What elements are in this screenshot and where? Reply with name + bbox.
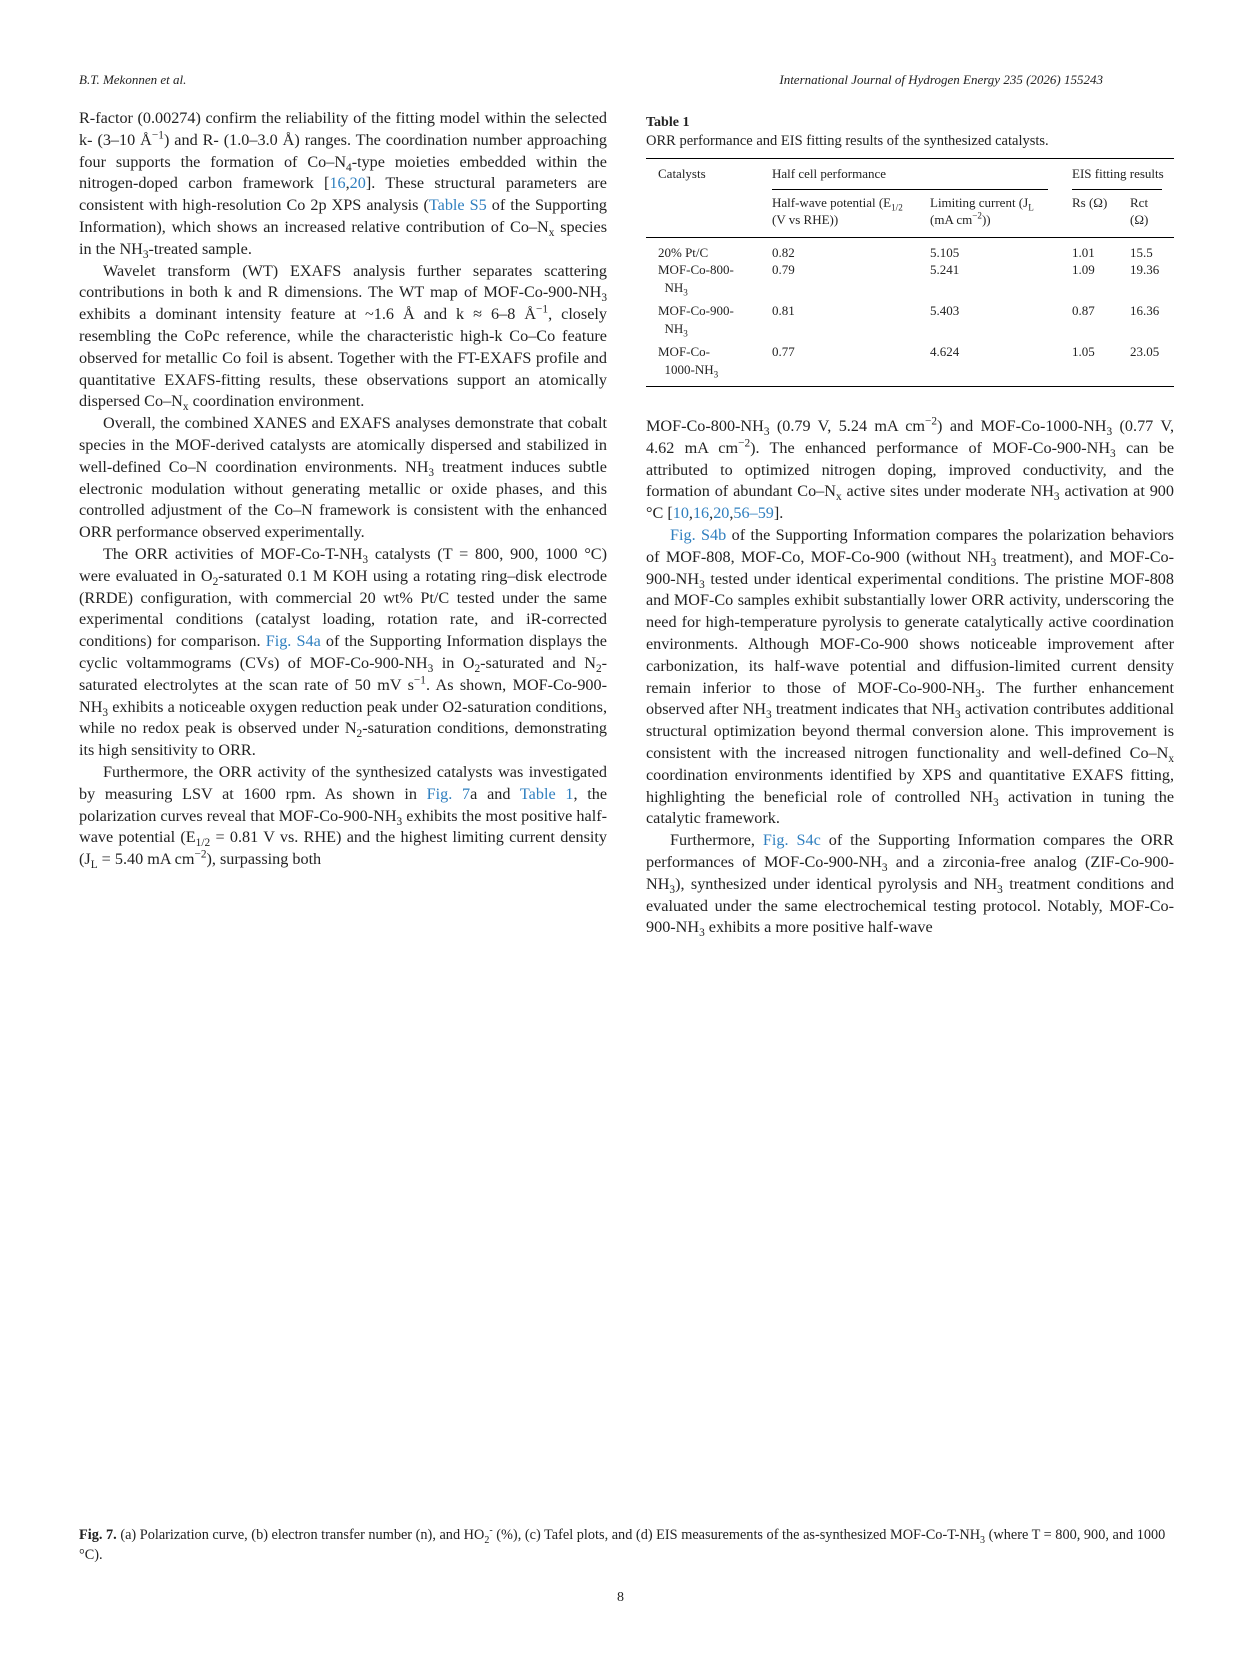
lc-p5: Furthermore, the ORR activity of the synthesized catalysts was investigated by measuring LSV at 1600 rpm. As shown in Fig. 7a and Table 1, the polarization curves reveal that MOF-$Co-900-NH_3$ exhibits the most positive half-wave potential ($E_{1/2} = 0.81$ V vs. RHE) and the highest limiting current density ($J_L = 5.40$ mA $cm^{-2}$), surpassing both (79, 762, 608, 872)
reference-link[interactable]: Fig. 7 (426, 784, 471, 803)
figure-caption-label: Fig. 7. (79, 1527, 117, 1543)
reference-link[interactable]: Table 1 (519, 784, 574, 803)
cell-e12: 0.77 (760, 337, 918, 387)
reference-link[interactable]: 16 (329, 174, 346, 193)
lc-p3: Overall, the combined XANES and EXAFS analyses demonstrate that cobalt species in the MOF-derived catalysts are atomically dispersed and stabilized in well-defined Co–N coordination environments. $NH_3$ treatment induces subtle electronic modulation without generating metallic or oxide phases, and this controlled adjustment of the Co–N framework is consistent with the enhanced ORR performance observed experimentally. (79, 414, 607, 542)
cell-rs: 1.09 (1072, 262, 1095, 277)
reference-link[interactable]: 10 (672, 504, 689, 523)
reference-link[interactable]: 20 (713, 504, 730, 523)
cell-jl: 5.105 (930, 244, 960, 260)
reference-link[interactable]: 20 (349, 174, 366, 193)
cell-e12: 0.79 (772, 262, 795, 277)
reference-link[interactable]: Table S5 (428, 196, 487, 215)
left-column (79, 108, 607, 871)
th-eis: EIS fitting results (1060, 159, 1174, 183)
page-number: 8 (617, 1590, 624, 1605)
th-rct: Rct (Ω) (1118, 190, 1174, 238)
cell-catalyst: 20% Pt/C (658, 244, 709, 260)
th-half-cell: Half cell performance (760, 159, 1060, 183)
rc-p3: Furthermore, Fig. S4c of the Supporting Information compares the ORR performances of MOF-$Co-900-NH_3$ and a zirconia-free analog $(ZIF-Co-900-NH_3)$, synthesized under identical pyrolysis and $NH_3$ treatment conditions and evaluated under the same electrochemical testing protocol. Notably, MOF-$Co-900-NH_3$ exhibits a more positive half-wave (646, 831, 1174, 940)
reference-link[interactable]: 16 (692, 504, 710, 523)
cell-rct: 23.05 (1118, 337, 1174, 387)
cell-jl: 5.403 (930, 303, 960, 318)
cell-catalyst: MOF-Co-800- $NH_3$ (658, 262, 734, 298)
reference-link[interactable]: Fig. S4a (265, 632, 321, 651)
th-half-wave: Half-wave potential ($E_{1/2}$ (V vs RHE)) (760, 190, 918, 238)
table-caption: ORR performance and EIS fitting results of the synthesized catalysts. (646, 133, 1049, 149)
cell-rs: 1.05 (1060, 337, 1118, 387)
cell-rct: 19.36 (1130, 262, 1160, 277)
figure-7 (0, 1000, 1241, 1520)
rc-p1: MOF-$Co-800-NH_3$ (0.79 V, 5.24 mA $cm^{-2}$) and MOF-$Co-1000-NH_3$ (0.77 V, 4.62 mA $cm^{-2}$). The enhanced performance of MOF-$Co-900-NH_3$ can be attributed to optimized nitrogen doping, improved conductivity, and the formation of abundant $Co-N_x$ active sites under moderate $NH_3$ activation at 900 °C [10,16,20,56–59]. (646, 415, 1175, 523)
rc-p2: Fig. S4b of the Supporting Information compares the polarization behaviors of MOF-808, MOF-Co, MOF-Co-900 (without $NH_3$ treatment), and MOF-$Co-900-NH_3$ tested under identical experimental conditions. The pristine MOF-808 and MOF-Co samples exhibit substantially lower ORR activity, underscoring the need for high-temperature pyrolysis to generate catalytically active coordination environments. Although MOF-Co-900 shows noticeable improvement after carbonization, its half-wave potential and diffusion-limited current density remain inferior to those of MOF-$Co-900-NH_3$. The further enhancement observed after $NH_3$ treatment indicates that $NH_3$ activation contributes additional structural optimization beyond thermal conversion alone. This improvement is consistent with the increased nitrogen functionality and well-defined $Co-N_x$ coordination environments identified by XPS and quantitative EXAFS fitting, highlighting the beneficial role of controlled $NH_3$ activation in tuning the catalytic framework. (646, 525, 1174, 828)
cell-jl: 5.241 (930, 262, 960, 277)
th-rs: Rs (Ω) (1060, 190, 1118, 238)
th-limiting: Limiting current ($J_L$ (mA $cm^{-2}$)) (918, 190, 1060, 238)
table-1 (646, 115, 1174, 387)
cell-catalyst: MOF-Co- $1000-NH_3$ (646, 337, 760, 387)
cell-rct: 16.36 (1130, 303, 1160, 318)
reference-link[interactable]: Fig. S4b (670, 525, 727, 544)
reference-link[interactable]: Fig. S4c (762, 831, 821, 850)
th-catalysts: Catalysts (646, 159, 760, 183)
table-label: Table 1 (646, 115, 690, 130)
table-row (646, 337, 1174, 387)
running-author: B.T. Mekonnen et al. (79, 72, 187, 87)
cell-rs: 0.87 (1072, 303, 1095, 318)
right-column (646, 416, 1174, 939)
cell-rct: 15.5 (1130, 244, 1153, 260)
cell-catalyst: MOF-Co-900- $NH_3$ (658, 303, 734, 339)
table-body (646, 158, 1174, 387)
lc-p1: R-factor (0.00274) confirm the reliability of the fitting model within the selected k- (3–10 $Å^{-1}$) and R- (1.0–3.0 Å) ranges. The coordination number approaching four supports the formation of $Co-N_4$-type moieties embedded within the nitrogen-doped carbon framework [16,20]. These structural parameters are consistent with high-resolution Co 2p XPS analysis (Table S5 of the Supporting Information), which shows an increased relative contribution of $Co-N_x$ species in the $NH_3$-treated sample. (79, 109, 608, 262)
lc-p2: Wavelet transform (WT) EXAFS analysis further separates scattering contributions in both k and R dimensions. The WT map of MOF-$Co-900-NH_3$ exhibits a dominant intensity feature at ~1.6 Å and k ≈ 6–8 $Å^{-1}$, closely resembling the CoPc reference, while the characteristic high-k Co–Co feature observed for metallic Co foil is absent. Together with the FT-EXAFS profile and quantitative EXAFS-fitting results, these observations support an atomically dispersed $Co-N_x$ coordination environment. (79, 261, 607, 414)
table-row (646, 261, 1174, 296)
cell-jl: 4.624 (918, 337, 1060, 387)
cell-e12: 0.81 (772, 303, 795, 318)
reference-link[interactable]: 56–59 (733, 504, 774, 523)
figure-caption (79, 1525, 1172, 1565)
cell-e12: 0.82 (772, 244, 795, 260)
cell-rs: 1.01 (1072, 244, 1095, 260)
running-journal: International Journal of Hydrogen Energy 235 (2026) 155243 (779, 72, 1103, 87)
table-row (646, 296, 1174, 337)
figure-caption-text: (a) Polarization curve, (b) electron transfer number (n), and $HO_2^-$ (%), (c) Tafel plots, and (d) EIS measurements of the as-synthesized MOF-$Co-T-NH_3$ (where T = 800, 900, and 1000 °C). (79, 1525, 1166, 1563)
lc-p4: The ORR activities of MOF-$Co-T-NH_3$ catalysts (T = 800, 900, 1000 °C) were evaluated in $O_2$-saturated 0.1 M KOH using a rotating ring–disk electrode (RRDE) configuration, with commercial 20 wt% Pt/C tested under the same experimental conditions (catalyst loading, rotation rate, and iR-corrected conditions) for comparison. Fig. S4a of the Supporting Information displays the cyclic voltammograms (CVs) of MOF-$Co-900-NH_3$ in $O_2$-saturated and $N_2$-saturated electrolytes at the scan rate of 50 mV $s^{-1}$. As shown, MOF-$Co-900-NH_3$ exhibits a noticeable oxygen reduction peak under O2-saturation conditions, while no redox peak is observed under $N_2$-saturation conditions, demonstrating its high sensitivity to ORR. (79, 544, 608, 760)
table-row (646, 244, 1174, 262)
